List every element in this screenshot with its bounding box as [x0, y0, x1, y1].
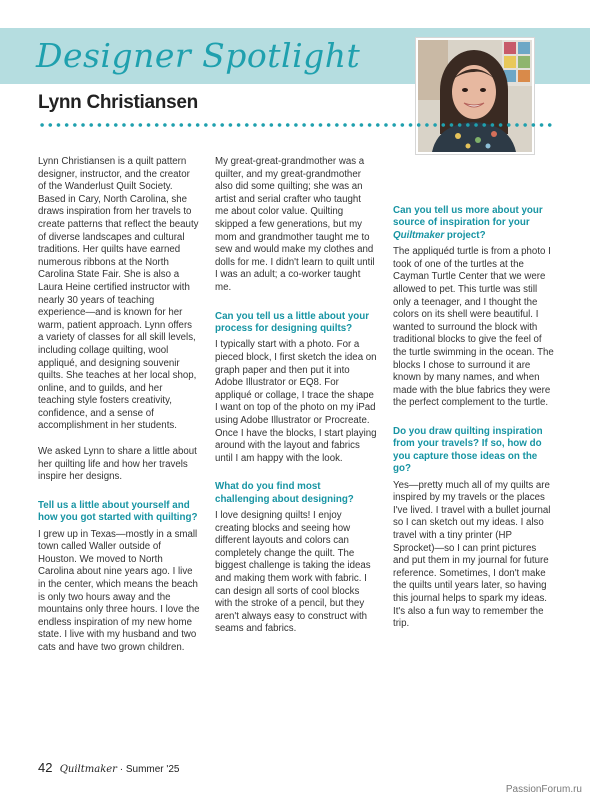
publication-name: Quiltmaker — [59, 764, 117, 775]
article-column-2 — [215, 156, 377, 649]
issue-label: · Summer '25 — [116, 764, 180, 775]
question-heading: Tell us a little about yourself and how you got started with quilting? — [38, 499, 198, 524]
intro-paragraph-2: We asked Lynn to share a little about her quilting life and how her travels inspire her designs. — [38, 446, 197, 483]
watermark: PassionForum.ru — [505, 784, 582, 795]
question-heading: What do you find most challenging about designing? — [215, 481, 354, 505]
designer-photo — [416, 38, 534, 154]
answer-paragraph: The appliquéd turtle is from a photo I took of one of the turtles at the Cayman Turtle Center that we were allowed to pet. This turtle was still only a teenager, and I thought the colors on its shell were beautiful. I wanted to surround the block with traditional blocks to give the feel of the turtle swimming in the ocean. The blocks I chose to surround it are known by many names, and when made with the blue fabrics they were the perfect complement to the turtle. — [393, 246, 554, 409]
answer-paragraph: My great-great-grandmother was a quilter, and my great-grandmother also did some quilting; she was an artist and serial crafter who taught me about color value. Quilting skipped a few generations, but my mom and grandmother taught me to sew and would make my clothes and dolls for me. I didn't learn to quilt until I was an adult; a co-worker taught me. — [215, 156, 375, 293]
page-number: 42 — [38, 760, 53, 775]
question-text: project? — [444, 229, 486, 241]
answer-paragraph: I love designing quilts! I enjoy creating blocks and seeing how different layouts and colors can completely change the quilt. The biggest challenge is taking the ideas and making them work with fabric. I can design all sorts of cool blocks with the stroke of a pencil, but they aren't always easy to construct with seams and fabrics. — [215, 510, 371, 635]
dotted-divider — [38, 121, 554, 129]
article-column-3 — [393, 205, 555, 644]
magazine-name: Quiltmaker — [393, 229, 445, 241]
designer-name: Lynn Christiansen — [38, 92, 198, 113]
answer-paragraph: I grew up in Texas—mostly in a small town called Waller outside of Houston. We moved to North Carolina about nine years ago. I live in the center, which means the beach is only two hours away and the mountains only three hours. I love the endless inspiration of my new home state. I live with my husband and two cats and have two grown children. — [38, 528, 200, 653]
question-text: Can you tell us more about your source of inspiration for your — [393, 205, 543, 229]
question-heading: Can you tell us a little about your process for designing quilts? — [215, 310, 370, 334]
intro-paragraph: Lynn Christiansen is a quilt pattern designer, instructor, and the creator of the Wanderlust Quilt Society. Based in Cary, North Carolina, she draws inspiration from her travels to create patterns that reflect the beauty of diverse landscapes and cultural traditions. Her quilts have earned numerous ribbons at the North Carolina State Fair. She is also a Laura Heine certified instructor with nearly 30 years of teaching experience—and is known for her warm, patient approach. Lynn offers a variety of classes for all skill levels, including collage quilting, wool appliqué, and designing souvenir quilts. She teaches at her local shop, online, and to guilds, and her teaching style fosters creativity, confidence, and a sense of accomplishment in her students. — [38, 156, 199, 432]
section-title: Designer Spotlight — [36, 36, 361, 75]
answer-paragraph: Yes—pretty much all of my quilts are inspired by my travels or the places I've lived. I travel with a bullet journal so I can sketch out my ideas. I also travel with a tiny printer (HP Sprocket)—so I can print pictures and put them in my journal for future reference. Sometimes, I don't make the quilts until years later, so having this journal helps to spark my ideas. It's also a fun way to remember the trip. — [393, 479, 551, 630]
article-column-1 — [38, 156, 200, 668]
question-heading — [393, 205, 555, 242]
question-heading: Do you draw quilting inspiration from your travels? If so, how do you capture those ideas on the go? — [393, 425, 543, 475]
answer-paragraph: I typically start with a photo. For a pieced block, I first sketch the idea on graph paper and then put it into Adobe Illustrator or EQ8. For appliqué or collage, I trace the shape I want on top of the photo on my iPad using Adobe Illustrator or Procreate. Once I have the blocks, I start playing around with the layout and fabrics until I am happy with the look. — [215, 339, 377, 464]
page-footer — [38, 760, 179, 775]
